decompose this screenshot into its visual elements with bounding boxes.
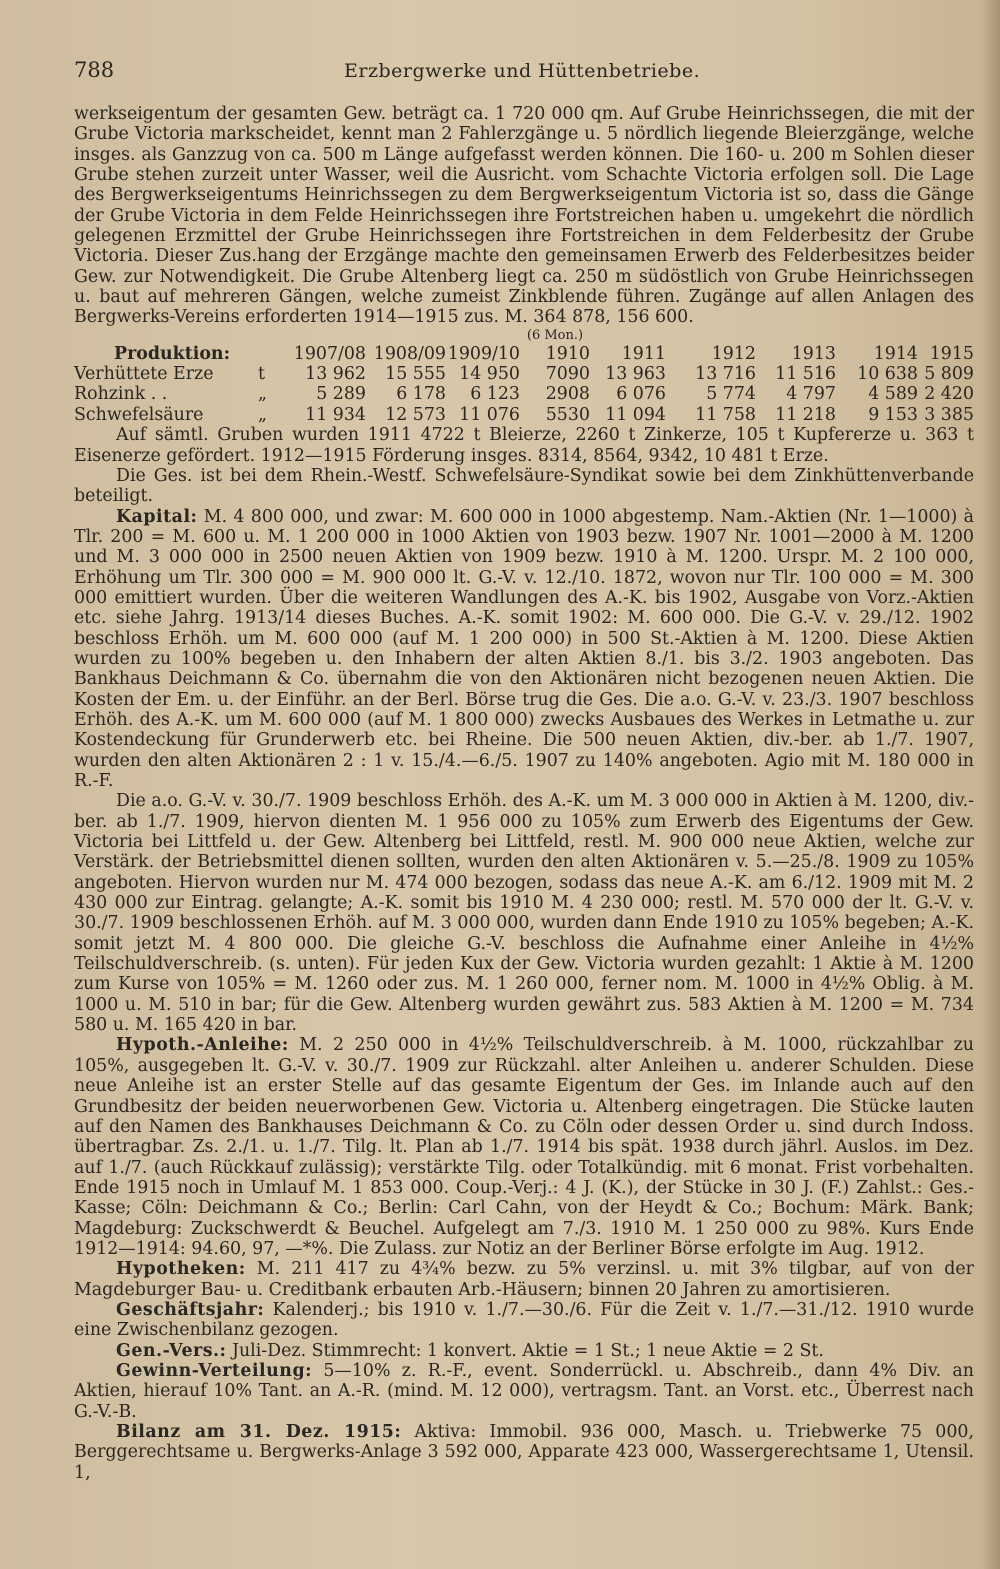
page-edge-shadow xyxy=(982,0,1000,1569)
production-table xyxy=(74,328,974,425)
production-heading: Produktion: xyxy=(114,343,230,364)
table-cell: 6 123 xyxy=(470,384,520,405)
row-unit: „ xyxy=(258,404,268,425)
genvers-text: Juli-Dez. Stimmrecht: 1 konvert. Aktie = 1 St.; 1 neue Aktie = 2 St. xyxy=(232,1340,824,1361)
hypotheken-lead: Hypotheken: xyxy=(116,1259,246,1280)
table-cell: 5530 xyxy=(545,404,590,425)
geschaeftsjahr-paragraph xyxy=(74,1300,974,1341)
table-cell: 11 934 xyxy=(305,404,366,425)
table-cell: 4 797 xyxy=(786,384,836,405)
year-header: 1911 xyxy=(621,343,666,364)
gewinn-text: 5—10% z. R.-F., event. Sonderrückl. u. Abschreib., dann 4% Div. an Aktien, hierauf 10% Tant. an A.-R. (mind. M. 12 000), vertragsm. Tant. an Vorst. etc., Überrest nach G.-V.-B. xyxy=(74,1360,974,1422)
production-note-row xyxy=(74,328,974,344)
table-cell: 15 555 xyxy=(385,364,446,385)
year-header: 1913 xyxy=(791,343,836,364)
table-cell: 12 573 xyxy=(385,404,446,425)
anleihe-text: M. 2 250 000 in 4½% Teilschuldverschreib. à M. 1000, rückzahlbar zu 105%, ausgegeben lt. G.-V. v. 30./7. 1909 zur Rückzahl. alter Anleihen u. anderer Schulden. Diese neue Anleihe ist an erster Stelle auf das gesamte Eigentum der Ges. im Inlande auch auf den Grundbesitz der beiden neuerworbenen Gew. Victoria u. Altenberg eingetragen. Die Stücke lauten auf den Namen des Bankhauses Deichmann & Co. zu Cöln oder dessen Order u. sind durch Indoss. übertragbar. Zs. 2./1. u. 1./7. Tilg. lt. Plan ab 1./7. 1914 bis spät. 1938 durch jährl. Auslos. im Dez. auf 1./7. (auch Rückkauf zulässig); verstärkte Tilg. oder Totalkündig. mit 6 monat. Frist vorbehalten. Ende 1915 noch in Umlauf M. 1 853 000. Coup.-Verj.: 4 J. (K.), der Stücke in 30 J. (F.) Zahlst.: Ges.-Kasse; Cöln: Deichmann & Co.; Berlin: Carl Cahn, von der Heydt & Co.; Bochum: Märk. Bank; Magdeburg: Zuckschwerdt & Beuchel. Aufgelegt am 7./3. 1910 M. 1 250 000 zu 98%. Kurs Ende 1912—1914: 94.60, 97, —*%. Die Zulass. zur Notiz an der Berliner Börse erfolgte im Aug. 1912. xyxy=(74,1035,974,1259)
table-cell: 6 178 xyxy=(396,384,446,405)
geschaeftsjahr-text: Kalenderj.; bis 1910 v. 1./7.—30./6. Für die Zeit v. 1./7.—31./12. 1910 wurde eine Zwischenbilanz gezogen. xyxy=(74,1299,974,1341)
table-cell: 7090 xyxy=(545,364,590,385)
row-unit: t xyxy=(258,364,265,385)
running-title: Erzbergwerke und Hüttenbetriebe. xyxy=(344,60,701,82)
year-header: 1912 xyxy=(711,343,756,364)
bilanz-paragraph xyxy=(74,1422,974,1483)
table-cell: 10 638 xyxy=(857,364,918,385)
kapital-continuation-text: Die a.o. G.-V. v. 30./7. 1909 beschloss Erhöh. des A.-K. um M. 3 000 000 in Aktien à M. 1200, div.-ber. ab 1./7. 1909, hiervon dienten M. 1 956 000 zu 105% zum Erwerb des Eigentums der Gew. Victoria bei Littfeld u. der Gew. Altenberg bei Littfeld, restl. M. 900 000 neue Aktien, welche zur Verstärk. der Betriebsmittel dienen sollten, wurden den alten Aktionären v. 5.—25./8. 1909 zu 105% angeboten. Hiervon wurden nur M. 474 000 bezogen, sodass das neue A.-K. am 6./12. 1909 mit M. 2 430 000 zur Eintrag. gelangte; A.-K. somit bis 1910 M. 4 230 000; restl. M. 570 000 der lt. G.-V. v. 30./7. 1909 beschlossenen Erhöh. auf M. 3 000 000, wurden dann Ende 1910 zu 105% begeben; A.-K. somit jetzt M. 4 800 000. Die gleiche G.-V. beschloss die Aufnahme einer Anleihe in 4½% Teilschuldverschreib. (s. unten). Für jeden Kux der Gew. Victoria wurden gezahlt: 1 Aktie à M. 1200 zum Kurse von 105% = M. 1260 oder zus. M. 1 260 000, ferner nom. M. 1000 in 4½% Oblig. à M. 1000 u. M. 510 in bar; für die Gew. Altenberg wurden gewährt zus. 583 Aktien à M. 1200 = M. 734 580 u. M. 165 420 in bar. xyxy=(74,791,974,1036)
table-cell: 11 758 xyxy=(695,404,756,425)
production-header-row xyxy=(74,344,974,364)
table-cell: 13 962 xyxy=(305,364,366,385)
bilanz-text: Aktiva: Immobil. 936 000, Masch. u. Triebwerke 75 000, Berggerechtsame u. Bergwerks-Anlage 3 592 000, Apparate 423 000, Wassergerechtsame 1, Utensil. 1, xyxy=(74,1422,974,1483)
row-unit: „ xyxy=(258,384,268,405)
kapital-continuation-paragraph xyxy=(74,791,974,1035)
year-header: 1915 xyxy=(929,343,974,364)
table-cell: 13 716 xyxy=(695,364,756,385)
table-row xyxy=(74,364,974,384)
geschaeftsjahr-lead: Geschäftsjahr: xyxy=(116,1299,265,1320)
table-cell: 9 153 xyxy=(868,404,918,425)
row-label: Schwefelsäure xyxy=(74,404,204,425)
row-label: Verhüttete Erze xyxy=(74,364,214,385)
syndikat-paragraph xyxy=(74,466,974,507)
intro-paragraph: werkseigentum der gesamten Gew. beträgt ca. 1 720 000 qm. Auf Grube Heinrichssegen, die mit der Grube Victoria markscheidet, kennt man 2 Fahlerzgänge u. 5 nördlich liegende Bleierzgänge, welche insges. als Ganzzug von ca. 500 m Länge aufgefasst werden können. Die 160- u. 200 m Sohlen dieser Grube stehen zurzeit unter Wasser, weil die Ausricht. vom Schachte Victoria erfolgen soll. Die Lage des Bergwerkseigentums Heinrichssegen zu dem Bergwerkseigentum Victoria ist so, dass die Gänge der Grube Victoria in dem Felde Heinrichssegen ihre Fortstreichen haben u. umgekehrt die nördlich gelegenen Erzmittel der Grube Heinrichssegen ihre Fortstreichen in dem Felderbesitz der Grube Victoria. Dieser Zus.hang der Erzgänge machte den gemeinsamen Erwerb des Felderbesitzes beider Gew. zur Notwendigkeit. Die Grube Altenberg liegt ca. 250 m südöstlich von Grube Heinrichssegen u. baut auf mehreren Gängen, welche zumeist Zinkblende führen. Zugänge auf allen Anlagen des Bergwerks-Vereins erforderten 1914—1915 zus. M. 364 878, 156 600. xyxy=(74,104,974,328)
kapital-text: M. 4 800 000, und zwar: M. 600 000 in 1000 abgestemp. Nam.-Aktien (Nr. 1—1000) à Tlr. 200 = M. 600 u. M. 1 200 000 in 1000 Aktien von 1903 bezw. 1907 Nr. 1001—2000 à M. 1200 und M. 3 000 000 in 2500 neuen Aktien von 1909 bezw. 1910 à M. 1200. Urspr. M. 2 100 000, Erhöhung um Tlr. 300 000 = M. 900 000 lt. G.-V. v. 12./10. 1872, wovon nur Tlr. 100 000 = M. 300 000 emittiert wurden. Über die weiteren Wandlungen des A.-K. bis 1902, Ausgabe von Vorz.-Aktien etc. siehe Jahrg. 1913/14 dieses Buches. A.-K. somit 1902: M. 600 000. Die G.-V. v. 29./12. 1902 beschloss Erhöh. um M. 600 000 (auf M. 1 200 000) in 500 St.-Aktien à M. 1200. Diese Aktien wurden zu 100% begeben u. den Inhabern der alten Aktien 8./1. bis 3./2. 1903 angeboten. Das Bankhaus Deichmann & Co. übernahm die von den Aktionären nicht bezogenen neuen Aktien. Die Kosten der Em. u. der Einführ. an der Berl. Börse trug die Ges. Die a.o. G.-V. v. 23./3. 1907 beschloss Erhöh. des A.-K. um M. 600 000 (auf M. 1 800 000) zwecks Ausbaues des Werkes in Letmathe u. zur Kostendeckung für Grunderwerb etc. bei Rheine. Die 500 neuen Aktien, div.-ber. ab 1./7. 1907, wurden den alten Aktionären 2 : 1 v. 15./4.—6./5. 1907 zu 140% angeboten. Agio mit M. 180 000 in R.-F. xyxy=(74,506,974,791)
year-header: 1910 xyxy=(545,343,590,364)
kapital-lead: Kapital: xyxy=(116,506,198,527)
table-row xyxy=(74,405,974,425)
gewinn-paragraph xyxy=(74,1361,974,1422)
table-cell: 4 589 xyxy=(868,384,918,405)
row-label: Rohzink . . xyxy=(74,384,168,405)
table-cell: 5 809 xyxy=(924,364,974,385)
anleihe-paragraph xyxy=(74,1035,974,1259)
gruben-text: Auf sämtl. Gruben wurden 1911 4722 t Bleierze, 2260 t Zinkerze, 105 t Kupfererze u. 363 t Eisenerze gefördert. 1912—1915 Förderung insges. 8314, 8564, 9342, 10 481 t Erze. xyxy=(74,425,974,466)
bilanz-lead: Bilanz am 31. Dez. 1915: xyxy=(116,1422,402,1442)
table-cell: 2 420 xyxy=(924,384,974,405)
genvers-lead: Gen.-Vers.: xyxy=(116,1340,227,1361)
table-cell: 11 516 xyxy=(775,364,836,385)
anleihe-lead: Hypoth.-Anleihe: xyxy=(116,1035,289,1056)
year-header: 1909/10 xyxy=(447,343,520,364)
table-cell: 11 076 xyxy=(459,404,520,425)
table-cell: 5 289 xyxy=(316,384,366,405)
table-cell: 14 950 xyxy=(459,364,520,385)
table-cell: 6 076 xyxy=(616,384,666,405)
table-cell: 13 963 xyxy=(605,364,666,385)
page-header xyxy=(74,58,970,86)
gruben-paragraph xyxy=(74,425,974,466)
year-header: 1914 xyxy=(873,343,918,364)
kapital-paragraph xyxy=(74,507,974,792)
gewinn-lead: Gewinn-Verteilung: xyxy=(116,1360,313,1381)
year-header: 1907/08 xyxy=(293,343,366,364)
table-cell: 11 218 xyxy=(775,404,836,425)
production-note: (6 Mon.) xyxy=(526,327,584,343)
table-cell: 2908 xyxy=(545,384,590,405)
genvers-paragraph xyxy=(74,1341,974,1361)
page-body xyxy=(74,104,974,1483)
year-header: 1908/09 xyxy=(373,343,446,364)
syndikat-text: Die Ges. ist bei dem Rhein.-Westf. Schwefelsäure-Syndikat sowie bei dem Zinkhüttenverbande beteiligt. xyxy=(74,465,974,507)
table-cell: 3 385 xyxy=(924,404,974,425)
table-cell: 5 774 xyxy=(706,384,756,405)
hypotheken-paragraph xyxy=(74,1259,974,1300)
table-cell: 11 094 xyxy=(605,404,666,425)
page-number: 788 xyxy=(74,58,115,82)
table-row xyxy=(74,384,974,404)
hypotheken-text: M. 211 417 zu 4¾% bezw. zu 5% verzinsl. u. mit 3% tilgbar, auf von der Magdeburger Bau- u. Creditbank erbauten Arb.-Häusern; binnen 20 Jahren zu amortisieren. xyxy=(74,1259,974,1300)
